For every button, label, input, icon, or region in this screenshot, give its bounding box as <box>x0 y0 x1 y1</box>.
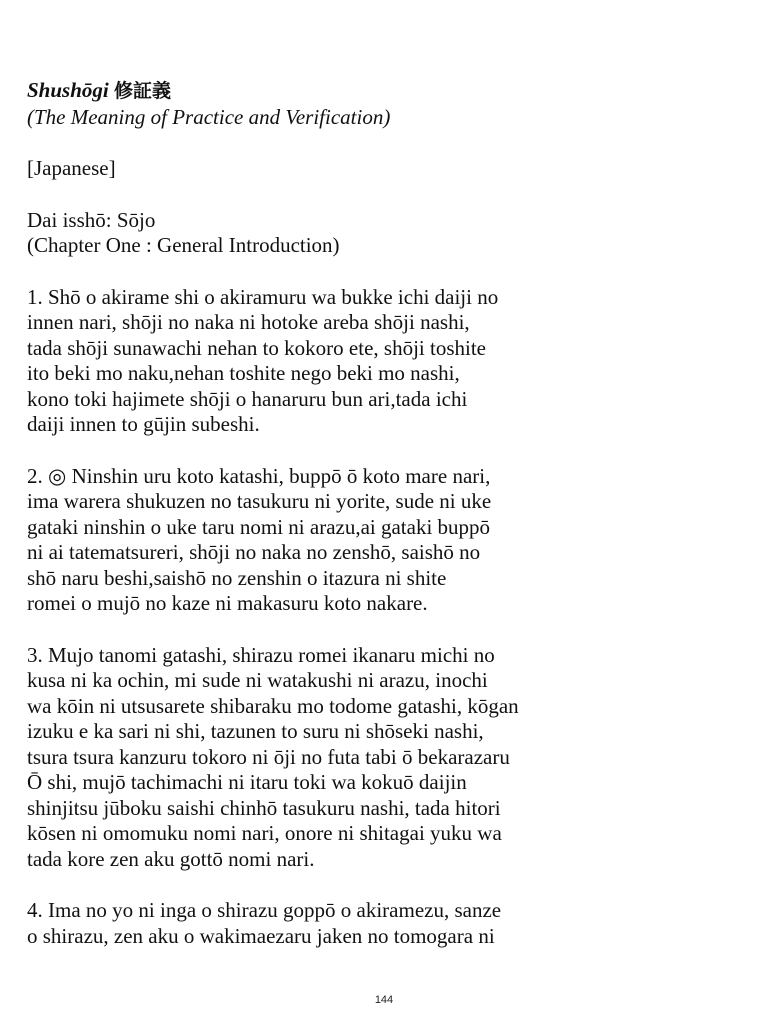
paragraph-4 <box>27 898 727 949</box>
paragraph-line: wa kōin ni utsusarete shibaraku mo todome gatashi, kōgan <box>27 693 519 718</box>
chapter-translation: (Chapter One : General Introduction) <box>27 233 340 257</box>
paragraph-line: innen nari, shōji no naka ni hotoke areba shōji nashi, <box>27 310 470 334</box>
spacer <box>27 872 727 898</box>
paragraph-line: gataki ninshin o uke taru nomi ni arazu,ai gataki buppō <box>27 514 491 539</box>
page-number: 144 <box>374 994 394 1006</box>
paragraph-line: kusa ni ka ochin, mi sude ni watakushi ni arazu, inochi <box>27 668 488 692</box>
paragraph-line: romei o mujō no kaze ni makasuru koto nakare. <box>27 591 428 615</box>
paragraph-line: 4. Ima no yo ni inga o shirazu goppō o akiramezu, sanze <box>27 898 502 922</box>
document-page <box>27 78 727 949</box>
paragraph-line: ni ai tatematsureri, shōji no naka no zenshō, saishō no <box>27 540 481 564</box>
spacer <box>27 182 727 208</box>
spacer <box>27 617 727 643</box>
title-kanji: 修証義 <box>113 80 171 102</box>
paragraph-line: o shirazu, zen aku o wakimaezaru jaken no tomogara ni <box>27 923 495 948</box>
paragraph-line: 3. Mujo tanomi gatashi, shirazu romei ikanaru michi no <box>27 642 495 667</box>
paragraph-line: daiji innen to gūjin subeshi. <box>27 412 260 436</box>
paragraph-line: tada kore zen aku gottō nomi nari. <box>27 846 315 871</box>
spacer <box>27 259 727 285</box>
paragraph-line: shinjitsu jūboku saishi chinhō tasukuru nashi, tada hitori <box>27 795 501 820</box>
spacer <box>27 130 727 156</box>
document-title <box>27 78 727 105</box>
title-romaji: Shushōgi <box>27 78 109 102</box>
paragraph-line: ito beki mo naku,nehan toshite nego beki mo nashi, <box>27 361 460 385</box>
paragraph-line: izuku e ka sari ni shi, tazunen to suru ni shōseki nashi, <box>27 719 484 743</box>
paragraph-line: ima warera shukuzen no tasukuru ni yorite, sude ni uke <box>27 489 492 513</box>
paragraph-line: 1. Shō o akirame shi o akiramuru wa bukke ichi daiji no <box>27 284 499 309</box>
document-subtitle: (The Meaning of Practice and Verification) <box>27 104 391 129</box>
paragraph-line: kōsen ni omomuku nomi nari, onore ni shitagai yuku wa <box>27 821 502 845</box>
paragraph-line: 2. ◎ Ninshin uru koto katashi, buppō ō koto mare nari, <box>27 463 491 488</box>
paragraph-line: tada shōji sunawachi nehan to kokoro ete, shōji toshite <box>27 335 486 360</box>
paragraph-3 <box>27 643 727 873</box>
paragraph-line: Ō shi, mujō tachimachi ni itaru toki wa kokuō daijin <box>27 770 467 794</box>
spacer <box>27 438 727 464</box>
chapter-heading: Dai isshō: Sōjo <box>27 207 156 232</box>
paragraph-2 <box>27 464 727 617</box>
paragraph-1 <box>27 285 727 438</box>
paragraph-line: tsura tsura kanzuru tokoro ni ōji no futa tabi ō bekarazaru <box>27 744 510 769</box>
paragraph-line: shō naru beshi,saishō no zenshin o itazura ni shite <box>27 565 447 590</box>
paragraph-line: kono toki hajimete shōji o hanaruru bun ari,tada ichi <box>27 386 468 411</box>
language-tag: [Japanese] <box>27 156 116 180</box>
